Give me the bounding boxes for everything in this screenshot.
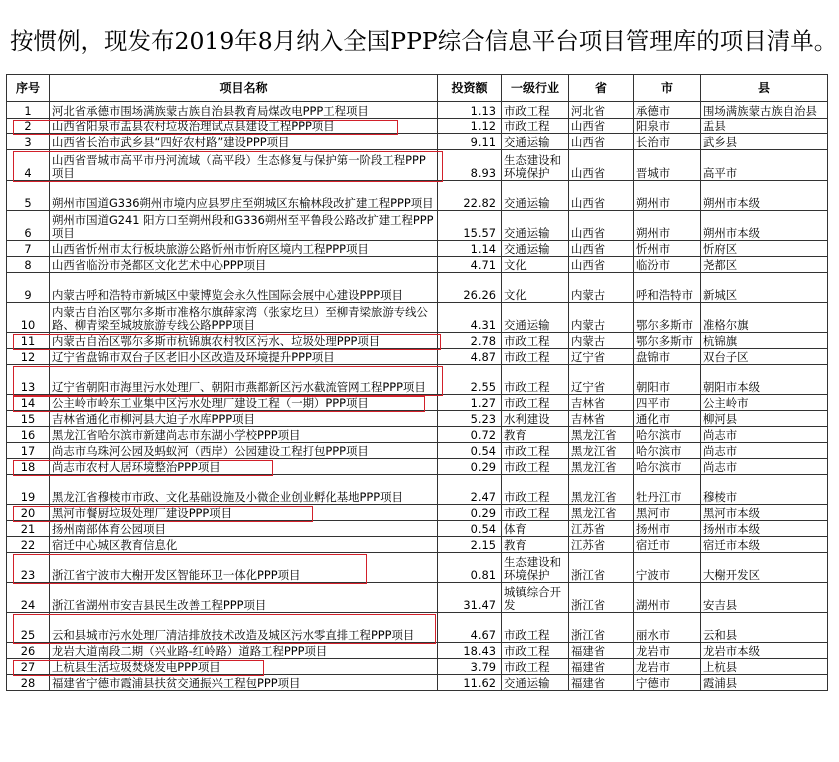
table-row <box>7 427 828 443</box>
city: 哈尔滨市 <box>634 459 701 475</box>
industry: 文化 <box>502 273 569 303</box>
table-row <box>7 303 828 333</box>
investment: 2.15 <box>438 537 502 553</box>
industry: 交通运输 <box>502 134 569 150</box>
industry: 城镇综合开发 <box>502 583 569 613</box>
industry: 市政工程 <box>502 475 569 505</box>
province: 黑龙江省 <box>569 443 634 459</box>
project-name: 福建省宁德市霞浦县扶贫交通振兴工程包PPP项目 <box>50 675 438 691</box>
industry: 市政工程 <box>502 349 569 365</box>
table-row <box>7 257 828 273</box>
investment: 18.43 <box>438 643 502 659</box>
city: 丽水市 <box>634 613 701 643</box>
project-name: 公主岭市岭东工业集中区污水处理厂建设工程（一期）PPP项目 <box>50 395 438 411</box>
city: 鄂尔多斯市 <box>634 333 701 349</box>
city: 朔州市 <box>634 181 701 211</box>
investment: 1.27 <box>438 395 502 411</box>
header-index: 序号 <box>7 75 50 102</box>
project-name: 黑龙江省穆棱市市政、文化基础设施及小微企业创业孵化基地PPP项目 <box>50 475 438 505</box>
row-index: 15 <box>7 411 50 427</box>
table-row <box>7 349 828 365</box>
row-index: 10 <box>7 303 50 333</box>
investment: 2.47 <box>438 475 502 505</box>
city: 扬州市 <box>634 521 701 537</box>
table-header-row <box>7 75 828 102</box>
investment: 11.62 <box>438 675 502 691</box>
province: 吉林省 <box>569 395 634 411</box>
table-row <box>7 505 828 521</box>
city: 长治市 <box>634 134 701 150</box>
header-investment: 投资额 <box>438 75 502 102</box>
city: 牡丹江市 <box>634 475 701 505</box>
county: 尚志市 <box>701 459 828 475</box>
investment: 5.23 <box>438 411 502 427</box>
row-index: 21 <box>7 521 50 537</box>
investment: 2.78 <box>438 333 502 349</box>
county: 忻府区 <box>701 241 828 257</box>
row-index: 22 <box>7 537 50 553</box>
investment: 1.12 <box>438 119 502 134</box>
table-row <box>7 521 828 537</box>
industry: 市政工程 <box>502 643 569 659</box>
investment: 0.29 <box>438 459 502 475</box>
industry: 交通运输 <box>502 241 569 257</box>
header-province: 省 <box>569 75 634 102</box>
header-city: 市 <box>634 75 701 102</box>
table-row <box>7 443 828 459</box>
row-index: 14 <box>7 395 50 411</box>
page-title: 按惯例，现发布2019年8月纳入全国PPP综合信息平台项目管理库的项目清单。 <box>10 27 838 55</box>
city: 晋城市 <box>634 150 701 181</box>
county: 扬州市本级 <box>701 521 828 537</box>
city: 临汾市 <box>634 257 701 273</box>
county: 朝阳市本级 <box>701 365 828 395</box>
header-project-name: 项目名称 <box>50 75 438 102</box>
industry: 市政工程 <box>502 459 569 475</box>
project-table <box>6 74 828 691</box>
city: 四平市 <box>634 395 701 411</box>
city: 朝阳市 <box>634 365 701 395</box>
table-row <box>7 675 828 691</box>
project-name: 吉林省通化市柳河县大迫子水库PPP项目 <box>50 411 438 427</box>
table-row <box>7 333 828 349</box>
investment: 4.71 <box>438 257 502 273</box>
county: 安吉县 <box>701 583 828 613</box>
table-row <box>7 241 828 257</box>
industry: 教育 <box>502 427 569 443</box>
row-index: 2 <box>7 119 50 134</box>
table-row <box>7 395 828 411</box>
project-name: 浙江省宁波市大榭开发区智能环卫一体化PPP项目 <box>50 553 438 583</box>
table-row <box>7 119 828 134</box>
industry: 生态建设和环境保护 <box>502 150 569 181</box>
province: 浙江省 <box>569 583 634 613</box>
row-index: 5 <box>7 181 50 211</box>
table-row <box>7 102 828 119</box>
investment: 0.72 <box>438 427 502 443</box>
province: 山西省 <box>569 134 634 150</box>
city: 呼和浩特市 <box>634 273 701 303</box>
province: 黑龙江省 <box>569 459 634 475</box>
industry: 交通运输 <box>502 211 569 241</box>
project-name: 内蒙古自治区鄂尔多斯市杭锦旗农村牧区污水、垃圾处理PPP项目 <box>50 333 438 349</box>
industry: 交通运输 <box>502 303 569 333</box>
industry: 市政工程 <box>502 333 569 349</box>
project-name: 山西省忻州市太行板块旅游公路忻州市忻府区境内工程PPP项目 <box>50 241 438 257</box>
project-name: 黑河市餐厨垃圾处理厂建设PPP项目 <box>50 505 438 521</box>
investment: 9.11 <box>438 134 502 150</box>
investment: 4.31 <box>438 303 502 333</box>
table-row <box>7 411 828 427</box>
county: 朔州市本级 <box>701 211 828 241</box>
province: 浙江省 <box>569 613 634 643</box>
province: 黑龙江省 <box>569 505 634 521</box>
province: 内蒙古 <box>569 333 634 349</box>
row-index: 16 <box>7 427 50 443</box>
project-name: 扬州南部体育公园项目 <box>50 521 438 537</box>
city: 承德市 <box>634 102 701 119</box>
industry: 市政工程 <box>502 365 569 395</box>
province: 山西省 <box>569 241 634 257</box>
county: 杭锦旗 <box>701 333 828 349</box>
county: 上杭县 <box>701 659 828 675</box>
province: 山西省 <box>569 257 634 273</box>
county: 围场满族蒙古族自治县 <box>701 102 828 119</box>
project-name: 辽宁省盘锦市双台子区老旧小区改造及环境提升PPP项目 <box>50 349 438 365</box>
table-row <box>7 134 828 150</box>
city: 阳泉市 <box>634 119 701 134</box>
row-index: 24 <box>7 583 50 613</box>
city: 朔州市 <box>634 211 701 241</box>
city: 湖州市 <box>634 583 701 613</box>
row-index: 28 <box>7 675 50 691</box>
table-row <box>7 643 828 659</box>
county: 尚志市 <box>701 427 828 443</box>
project-name: 朔州市国道G241 阳方口至朔州段和G336朔州至平鲁段公路改扩建工程PPP 项目 <box>50 211 438 241</box>
industry: 体育 <box>502 521 569 537</box>
city: 龙岩市 <box>634 643 701 659</box>
investment: 0.54 <box>438 443 502 459</box>
header-county: 县 <box>701 75 828 102</box>
row-index: 1 <box>7 102 50 119</box>
county: 霞浦县 <box>701 675 828 691</box>
investment: 2.55 <box>438 365 502 395</box>
project-name: 山西省晋城市高平市丹河流域（高平段）生态修复与保护第一阶段工程PPP项目 <box>50 150 438 181</box>
project-name: 山西省阳泉市盂县农村垃圾治理试点县建设工程PPP项目 <box>50 119 438 134</box>
province: 吉林省 <box>569 411 634 427</box>
row-index: 4 <box>7 150 50 181</box>
project-name: 上杭县生活垃圾焚烧发电PPP项目 <box>50 659 438 675</box>
table-row <box>7 181 828 211</box>
county: 朔州市本级 <box>701 181 828 211</box>
city: 通化市 <box>634 411 701 427</box>
city: 宁波市 <box>634 553 701 583</box>
province: 辽宁省 <box>569 349 634 365</box>
city: 盘锦市 <box>634 349 701 365</box>
industry: 市政工程 <box>502 102 569 119</box>
province: 内蒙古 <box>569 303 634 333</box>
province: 福建省 <box>569 643 634 659</box>
county: 大榭开发区 <box>701 553 828 583</box>
project-name: 内蒙古自治区鄂尔多斯市准格尔旗薛家湾（张家圪旦）至柳青梁旅游专线公路、柳青梁至城坡旅游专线公路PPP项目 <box>50 303 438 333</box>
row-index: 17 <box>7 443 50 459</box>
county: 云和县 <box>701 613 828 643</box>
province: 山西省 <box>569 150 634 181</box>
project-name: 黑龙江省哈尔滨市新建尚志市东湖小学校PPP项目 <box>50 427 438 443</box>
project-name: 河北省承德市围场满族蒙古族自治县教育局煤改电PPP工程项目 <box>50 102 438 119</box>
city: 宿迁市 <box>634 537 701 553</box>
county: 新城区 <box>701 273 828 303</box>
project-name: 辽宁省朝阳市海里污水处理厂、朝阳市燕都新区污水截流管网工程PPP项目 <box>50 365 438 395</box>
investment: 15.57 <box>438 211 502 241</box>
project-name: 云和县城市污水处理厂清洁排放技术改造及城区污水零直排工程PPP项目 <box>50 613 438 643</box>
county: 尚志市 <box>701 443 828 459</box>
province: 黑龙江省 <box>569 475 634 505</box>
province: 山西省 <box>569 181 634 211</box>
industry: 市政工程 <box>502 443 569 459</box>
table-row <box>7 537 828 553</box>
row-index: 26 <box>7 643 50 659</box>
county: 武乡县 <box>701 134 828 150</box>
county: 龙岩市本级 <box>701 643 828 659</box>
industry: 水利建设 <box>502 411 569 427</box>
table-row <box>7 365 828 395</box>
county: 柳河县 <box>701 411 828 427</box>
province: 辽宁省 <box>569 365 634 395</box>
industry: 市政工程 <box>502 505 569 521</box>
province: 江苏省 <box>569 537 634 553</box>
row-index: 27 <box>7 659 50 675</box>
project-name: 尚志市农村人居环境整治PPP项目 <box>50 459 438 475</box>
project-name: 龙岩大道南段二期（兴业路-红岭路）道路工程PPP项目 <box>50 643 438 659</box>
city: 龙岩市 <box>634 659 701 675</box>
province: 内蒙古 <box>569 273 634 303</box>
county: 公主岭市 <box>701 395 828 411</box>
row-index: 9 <box>7 273 50 303</box>
table-row <box>7 150 828 181</box>
province: 江苏省 <box>569 521 634 537</box>
industry: 教育 <box>502 537 569 553</box>
row-index: 23 <box>7 553 50 583</box>
table-row <box>7 583 828 613</box>
project-name: 尚志市乌珠河公园及蚂蚁河（西岸）公园建设工程打包PPP项目 <box>50 443 438 459</box>
industry: 市政工程 <box>502 613 569 643</box>
project-name: 浙江省湖州市安吉县民生改善工程PPP项目 <box>50 583 438 613</box>
row-index: 12 <box>7 349 50 365</box>
province: 浙江省 <box>569 553 634 583</box>
table-row <box>7 459 828 475</box>
city: 哈尔滨市 <box>634 443 701 459</box>
project-name: 山西省临汾市尧都区文化艺术中心PPP项目 <box>50 257 438 273</box>
investment: 0.29 <box>438 505 502 521</box>
county: 准格尔旗 <box>701 303 828 333</box>
province: 黑龙江省 <box>569 427 634 443</box>
city: 宁德市 <box>634 675 701 691</box>
row-index: 18 <box>7 459 50 475</box>
industry: 交通运输 <box>502 675 569 691</box>
county: 盂县 <box>701 119 828 134</box>
row-index: 20 <box>7 505 50 521</box>
project-name: 山西省长治市武乡县“四好农村路”建设PPP项目 <box>50 134 438 150</box>
row-index: 25 <box>7 613 50 643</box>
industry: 市政工程 <box>502 395 569 411</box>
city: 黑河市 <box>634 505 701 521</box>
city: 鄂尔多斯市 <box>634 303 701 333</box>
investment: 4.87 <box>438 349 502 365</box>
table-row <box>7 659 828 675</box>
province: 福建省 <box>569 675 634 691</box>
county: 黑河市本级 <box>701 505 828 521</box>
investment: 31.47 <box>438 583 502 613</box>
row-index: 11 <box>7 333 50 349</box>
investment: 3.79 <box>438 659 502 675</box>
investment: 8.93 <box>438 150 502 181</box>
county: 穆棱市 <box>701 475 828 505</box>
project-name: 宿迁中心城区教育信息化 <box>50 537 438 553</box>
investment: 22.82 <box>438 181 502 211</box>
table-row <box>7 211 828 241</box>
county: 尧都区 <box>701 257 828 273</box>
county: 宿迁市本级 <box>701 537 828 553</box>
industry: 生态建设和环境保护 <box>502 553 569 583</box>
table-row <box>7 613 828 643</box>
investment: 26.26 <box>438 273 502 303</box>
industry: 文化 <box>502 257 569 273</box>
row-index: 8 <box>7 257 50 273</box>
province: 福建省 <box>569 659 634 675</box>
county: 双台子区 <box>701 349 828 365</box>
industry: 交通运输 <box>502 181 569 211</box>
city: 哈尔滨市 <box>634 427 701 443</box>
row-index: 7 <box>7 241 50 257</box>
province: 山西省 <box>569 211 634 241</box>
province: 山西省 <box>569 119 634 134</box>
investment: 1.14 <box>438 241 502 257</box>
investment: 1.13 <box>438 102 502 119</box>
industry: 市政工程 <box>502 119 569 134</box>
project-name: 内蒙古呼和浩特市新城区中蒙博览会永久性国际会展中心建设PPP项目 <box>50 273 438 303</box>
province: 河北省 <box>569 102 634 119</box>
row-index: 6 <box>7 211 50 241</box>
table-row <box>7 475 828 505</box>
table-row <box>7 273 828 303</box>
row-index: 19 <box>7 475 50 505</box>
row-index: 13 <box>7 365 50 395</box>
investment: 4.67 <box>438 613 502 643</box>
investment: 0.54 <box>438 521 502 537</box>
investment: 0.81 <box>438 553 502 583</box>
industry: 市政工程 <box>502 659 569 675</box>
county: 高平市 <box>701 150 828 181</box>
table-row <box>7 553 828 583</box>
city: 忻州市 <box>634 241 701 257</box>
project-name: 朔州市国道G336朔州市境内应县罗庄至朔城区东榆林段改扩建工程PPP项目 <box>50 181 438 211</box>
header-industry: 一级行业 <box>502 75 569 102</box>
row-index: 3 <box>7 134 50 150</box>
